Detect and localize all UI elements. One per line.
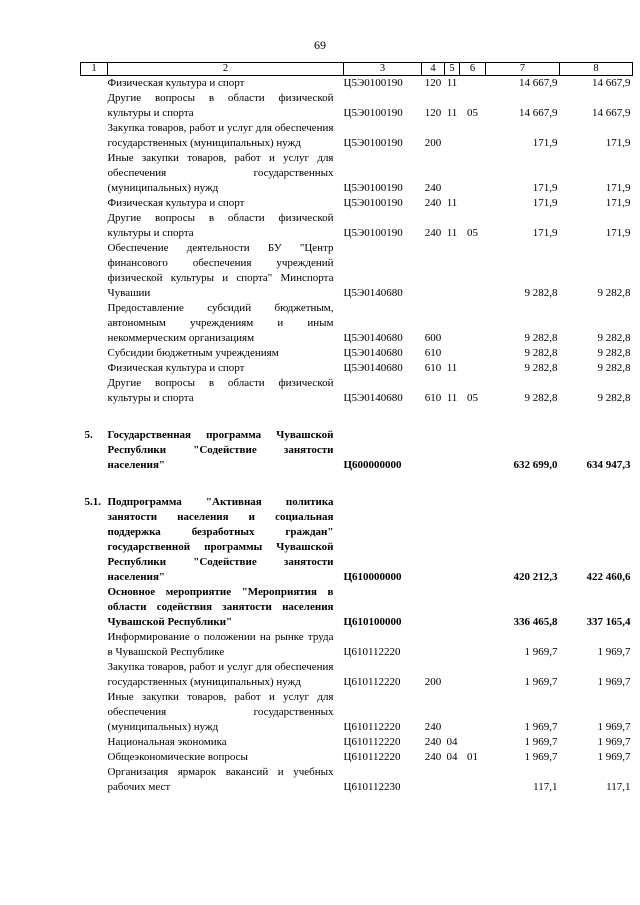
row-col-4: 610: [424, 347, 442, 359]
row-value-8: 1 969,7: [597, 646, 631, 658]
row-name: Информирование о положении на рынке труда в Чувашской Республике: [107, 631, 334, 658]
row-name: Другие вопросы в области физической культуры и спорта: [107, 377, 334, 404]
row-col-6: [460, 735, 486, 750]
row-col-6: [460, 660, 486, 690]
row-col-5: 11: [446, 227, 458, 239]
row-code: Ц5Э0100190: [343, 227, 403, 239]
row-number: [81, 151, 108, 196]
row-name: Основное мероприятие "Мероприятия в области содействия занятости населения Чувашской Республики": [107, 586, 334, 628]
row-col-5: 04: [446, 751, 458, 763]
table-body: [81, 76, 633, 796]
row-col-6: 05: [467, 107, 478, 119]
row-value-7: 9 282,8: [524, 392, 558, 404]
col-header-7: 7: [486, 63, 560, 76]
row-number: [81, 196, 108, 211]
row-value-8: 1 969,7: [597, 676, 631, 688]
row-value-8: 9 282,8: [597, 332, 631, 344]
table-row: [81, 765, 633, 795]
row-value-7: 1 969,7: [524, 751, 558, 763]
row-col-4: 200: [424, 676, 442, 688]
row-code: Ц5Э0140680: [343, 287, 403, 299]
row-number: [81, 376, 108, 406]
page-number: 69: [314, 38, 326, 52]
row-number: [81, 630, 108, 660]
row-col-4: [422, 473, 445, 585]
row-code: Ц610100000: [343, 616, 402, 628]
table-row: [81, 690, 633, 735]
row-col-5: [445, 765, 460, 795]
row-col-6: [460, 76, 486, 92]
row-value-7: 9 282,8: [524, 332, 558, 344]
row-col-4: 610: [424, 392, 442, 404]
row-col-5: [445, 690, 460, 735]
table-row: [81, 585, 633, 630]
row-number: [81, 660, 108, 690]
table-row: [81, 406, 633, 473]
row-value-8: 9 282,8: [597, 287, 631, 299]
row-value-7: 171,9: [532, 197, 558, 209]
row-code: Ц610112220: [343, 751, 401, 763]
row-col-4: 240: [424, 182, 442, 194]
row-col-5: 11: [446, 197, 458, 209]
row-number: [81, 361, 108, 376]
table-row: [81, 196, 633, 211]
row-col-4: [422, 630, 445, 660]
row-number: [81, 241, 108, 301]
table-row: [81, 151, 633, 196]
row-number: 5.1.: [84, 496, 101, 508]
row-col-5: 11: [446, 392, 458, 404]
col-header-8: 8: [560, 63, 633, 76]
row-code: Ц5Э0140680: [343, 347, 403, 359]
row-code: Ц610112220: [343, 676, 401, 688]
row-value-7: 171,9: [532, 137, 558, 149]
row-value-8: 14 667,9: [592, 107, 631, 119]
row-col-4: [422, 765, 445, 795]
row-value-8: 1 969,7: [597, 736, 631, 748]
row-name: Общеэкономические вопросы: [107, 751, 248, 763]
row-col-5: [445, 121, 460, 151]
row-col-6: [460, 151, 486, 196]
row-col-6: [460, 196, 486, 211]
table-row: [81, 473, 633, 585]
table-row: [81, 301, 633, 346]
row-col-4: 240: [424, 227, 442, 239]
row-value-7: 1 969,7: [524, 646, 558, 658]
row-col-5: 04: [446, 736, 458, 748]
row-col-5: 11: [446, 362, 458, 374]
row-code: Ц5Э0100190: [343, 197, 403, 209]
row-number: [81, 91, 108, 121]
col-header-5: 5: [445, 63, 460, 76]
row-col-5: [445, 151, 460, 196]
row-code: Ц5Э0100190: [343, 182, 403, 194]
row-col-6: [460, 301, 486, 346]
row-col-6: 05: [467, 227, 478, 239]
row-col-4: 240: [424, 736, 442, 748]
col-header-1: 1: [81, 63, 108, 76]
row-col-6: [460, 121, 486, 151]
row-number: [81, 211, 108, 241]
row-col-6: [460, 765, 486, 795]
row-col-4: [422, 241, 445, 301]
col-header-4: 4: [422, 63, 445, 76]
row-name: Организация ярмарок вакансий и учебных рабочих мест: [107, 766, 334, 793]
row-number: [81, 765, 108, 795]
row-value-7: 336 465,8: [513, 616, 558, 628]
table-row: [81, 630, 633, 660]
row-name: Субсидии бюджетным учреждениям: [107, 347, 279, 359]
table-row: [81, 211, 633, 241]
row-value-8: 171,9: [605, 227, 631, 239]
row-value-8: 9 282,8: [597, 392, 631, 404]
row-value-7: 14 667,9: [519, 77, 558, 89]
row-col-4: 600: [424, 332, 442, 344]
row-name: Закупка товаров, работ и услуг для обеспечения государственных (муниципальных) нужд: [107, 122, 334, 149]
row-col-6: 01: [467, 751, 478, 763]
row-code: Ц5Э0100190: [343, 77, 403, 89]
row-value-8: 634 947,3: [586, 459, 631, 471]
row-col-4: 200: [424, 137, 442, 149]
table-row: [81, 121, 633, 151]
row-name: Государственная программа Чувашской Республики "Содействие занятости населения": [107, 429, 334, 471]
row-number: [81, 690, 108, 735]
row-col-6: [460, 346, 486, 361]
row-col-6: [460, 361, 486, 376]
row-col-5: [445, 630, 460, 660]
row-value-7: 632 699,0: [513, 459, 558, 471]
row-col-4: [422, 406, 445, 473]
table-row: [81, 91, 633, 121]
row-value-7: 9 282,8: [524, 287, 558, 299]
row-value-7: 117,1: [533, 781, 558, 793]
row-value-8: 14 667,9: [592, 77, 631, 89]
row-col-4: 240: [424, 197, 442, 209]
row-code: Ц600000000: [343, 459, 402, 471]
row-value-8: 9 282,8: [597, 362, 631, 374]
row-col-4: 240: [424, 751, 442, 763]
row-value-8: 171,9: [605, 182, 631, 194]
row-col-6: [460, 690, 486, 735]
row-value-8: 1 969,7: [597, 751, 631, 763]
table-row: [81, 76, 633, 92]
row-name: Другие вопросы в области физической культуры и спорта: [107, 92, 334, 119]
row-value-8: 117,1: [606, 781, 631, 793]
row-col-5: [445, 346, 460, 361]
row-col-4: 120: [424, 77, 442, 89]
row-name: Иные закупки товаров, работ и услуг для обеспечения государственных (муниципальных) нужд: [107, 691, 334, 733]
row-name: Другие вопросы в области физической культуры и спорта: [107, 212, 334, 239]
row-col-6: [460, 473, 486, 585]
row-col-4: 120: [424, 107, 442, 119]
row-col-5: [445, 301, 460, 346]
row-col-5: [445, 406, 460, 473]
row-name: Физическая культура и спорт: [107, 197, 245, 209]
row-number: [81, 750, 108, 765]
row-col-5: 11: [446, 107, 458, 119]
row-col-6: [460, 585, 486, 630]
col-header-2: 2: [108, 63, 344, 76]
budget-table: [80, 62, 633, 795]
col-header-6: 6: [460, 63, 486, 76]
col-header-3: 3: [344, 63, 422, 76]
row-number: [81, 76, 108, 92]
row-col-5: [445, 660, 460, 690]
row-value-7: 171,9: [532, 182, 558, 194]
row-number: [81, 585, 108, 630]
row-col-6: [460, 406, 486, 473]
table-row: [81, 660, 633, 690]
table-row: [81, 241, 633, 301]
row-col-6: 05: [467, 392, 478, 404]
row-number: [81, 301, 108, 346]
row-code: Ц5Э0140680: [343, 332, 403, 344]
row-code: Ц610112220: [343, 646, 401, 658]
row-code: Ц5Э0100190: [343, 107, 403, 119]
row-value-7: 9 282,8: [524, 347, 558, 359]
table-row: [81, 361, 633, 376]
row-number: [81, 346, 108, 361]
row-number: [81, 735, 108, 750]
row-col-4: 610: [424, 362, 442, 374]
row-name: Обеспечение деятельности БУ "Центр финансового обеспечения учреждений физической культуры и спорта" Минспорта Чувашии: [107, 242, 334, 299]
row-value-7: 1 969,7: [524, 676, 558, 688]
row-name: Закупка товаров, работ и услуг для обеспечения государственных (муниципальных) нужд: [107, 661, 334, 688]
row-col-5: [445, 585, 460, 630]
row-col-6: [460, 241, 486, 301]
table-row: [81, 735, 633, 750]
row-value-7: 171,9: [532, 227, 558, 239]
row-value-8: 171,9: [605, 137, 631, 149]
table-row: [81, 376, 633, 406]
row-name: Национальная экономика: [107, 736, 227, 748]
row-code: Ц5Э0140680: [343, 362, 403, 374]
row-code: Ц610112230: [343, 781, 401, 793]
row-name: Физическая культура и спорт: [107, 77, 245, 89]
row-code: Ц610112220: [343, 736, 401, 748]
row-value-7: 1 969,7: [524, 721, 558, 733]
row-col-4: 240: [424, 721, 442, 733]
row-col-5: 11: [446, 77, 458, 89]
table-header-row: [81, 63, 633, 76]
row-value-8: 337 165,4: [586, 616, 631, 628]
row-value-7: 420 212,3: [513, 571, 558, 583]
table-row: [81, 346, 633, 361]
row-name: Физическая культура и спорт: [107, 362, 245, 374]
row-value-7: 9 282,8: [524, 362, 558, 374]
row-code: Ц5Э0100190: [343, 137, 403, 149]
row-value-7: 1 969,7: [524, 736, 558, 748]
row-col-6: [460, 630, 486, 660]
row-code: Ц610112220: [343, 721, 401, 733]
row-value-8: 9 282,8: [597, 347, 631, 359]
row-col-4: [422, 585, 445, 630]
row-col-5: [445, 473, 460, 585]
row-value-8: 422 460,6: [586, 571, 631, 583]
row-name: Предоставление субсидий бюджетным, автономным учреждениям и иным некоммерческим организациям: [107, 302, 334, 344]
row-name: Подпрограмма "Активная политика занятости населения и социальная поддержка безработных граждан" государственной программы Чувашской Республики "Содействие занятости населения": [107, 496, 334, 583]
row-code: Ц5Э0140680: [343, 392, 403, 404]
row-number: [81, 121, 108, 151]
row-number: 5.: [84, 429, 93, 441]
row-col-5: [445, 241, 460, 301]
row-code: Ц610000000: [343, 571, 402, 583]
table-row: [81, 750, 633, 765]
row-name: Иные закупки товаров, работ и услуг для обеспечения государственных (муниципальных) нужд: [107, 152, 334, 194]
row-value-7: 14 667,9: [519, 107, 558, 119]
row-value-8: 171,9: [605, 197, 631, 209]
row-value-8: 1 969,7: [597, 721, 631, 733]
